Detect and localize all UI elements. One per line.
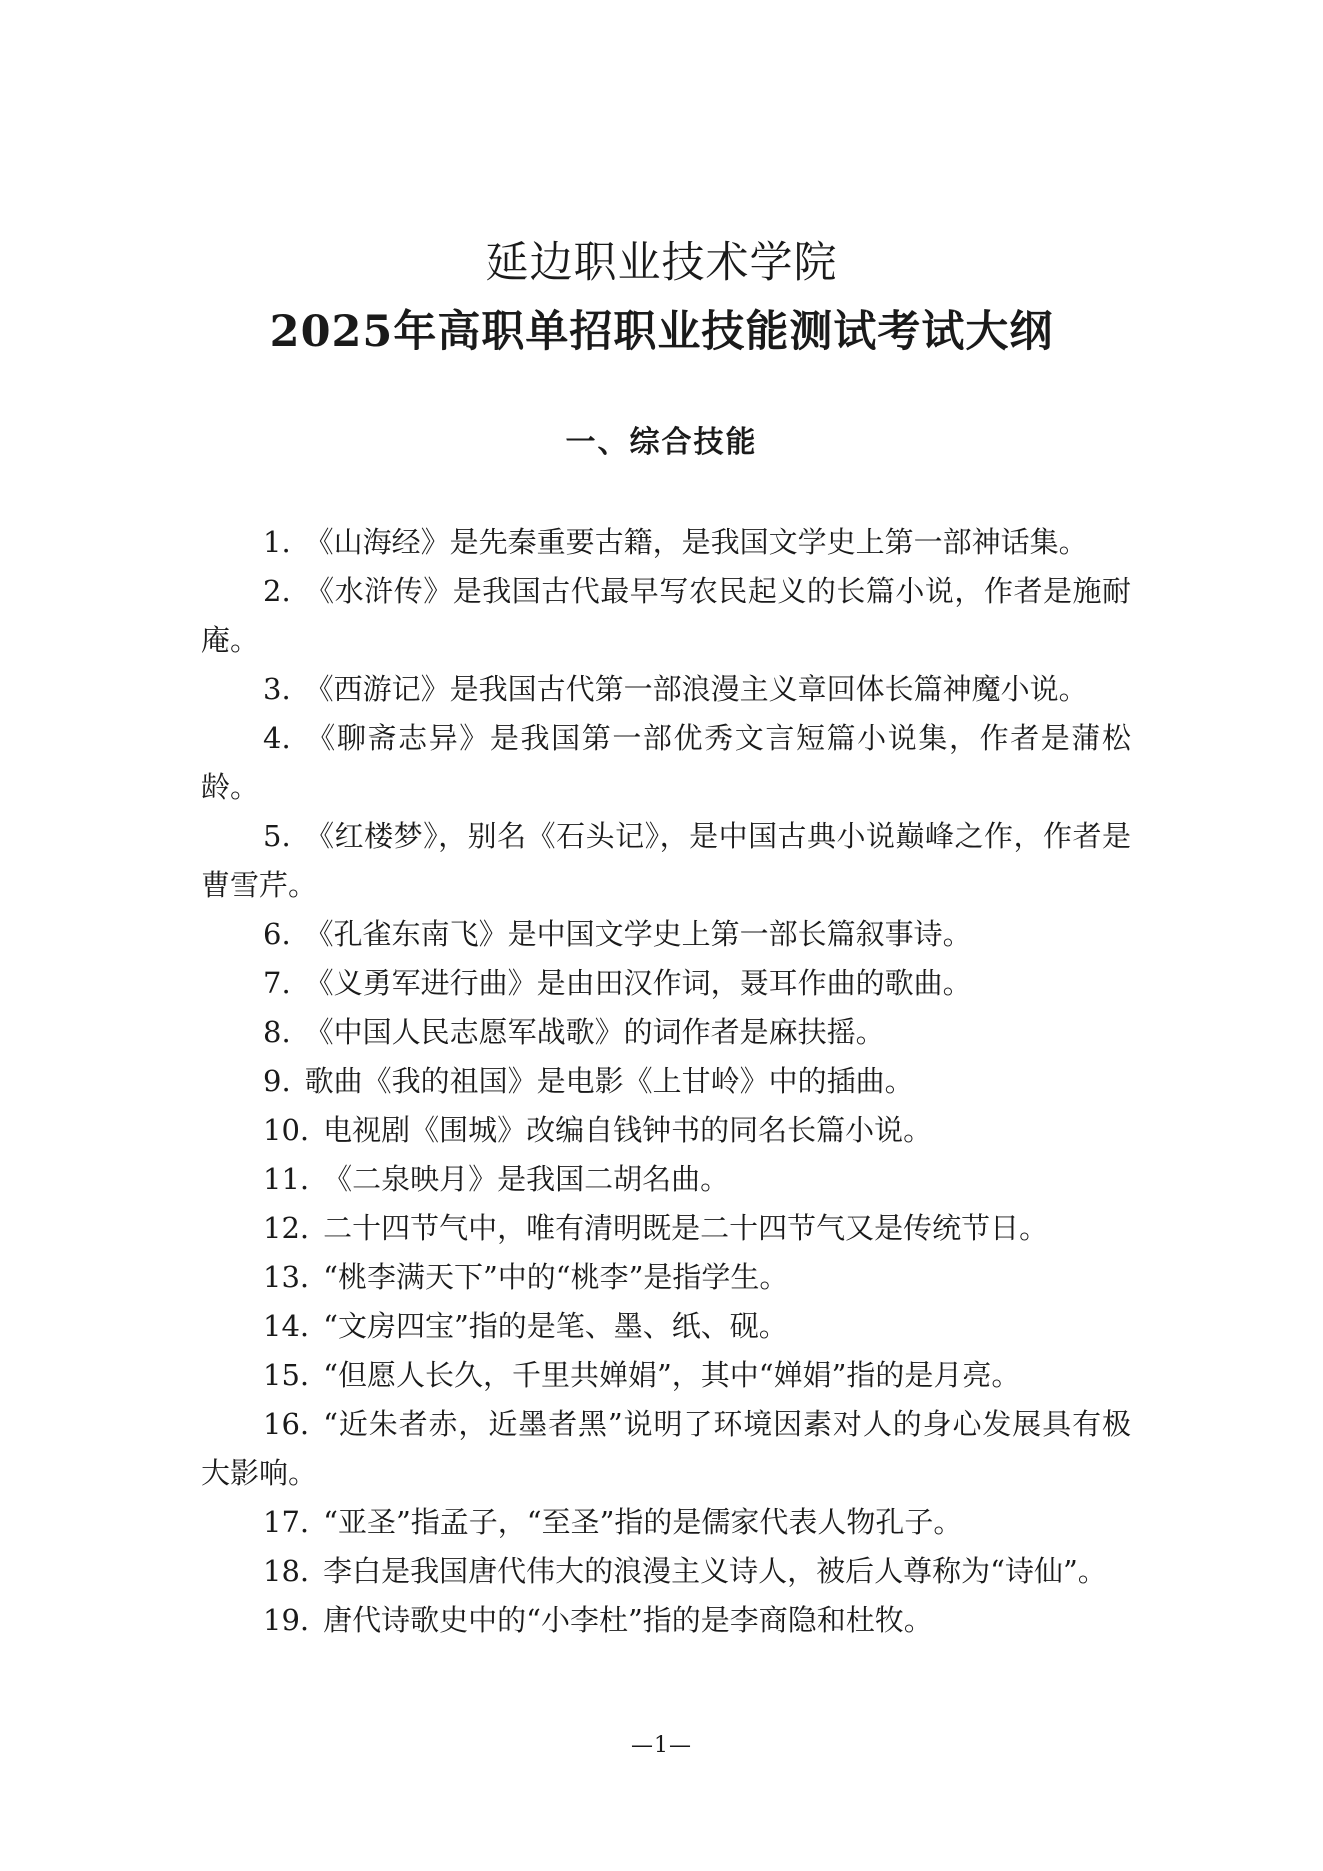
list-item <box>201 1302 1131 1351</box>
list-item <box>201 665 1131 714</box>
item-text: 李白是我国唐代伟大的浪漫主义诗人，被后人尊称为“诗仙”。 <box>323 1554 1107 1588</box>
item-number: 9. <box>263 1064 291 1098</box>
item-text: 《义勇军进行曲》是由田汉作词，聂耳作曲的歌曲。 <box>304 966 972 1000</box>
item-number: 12. <box>263 1211 310 1245</box>
list-item <box>201 812 1131 910</box>
item-text: 《中国人民志愿军战歌》的词作者是麻扶摇。 <box>304 1015 885 1049</box>
item-number: 8. <box>263 1015 291 1049</box>
list-item <box>201 1057 1131 1106</box>
list-item <box>201 1008 1131 1057</box>
item-text: 电视剧《围城》改编自钱钟书的同名长篇小说。 <box>323 1113 933 1147</box>
item-text: 《二泉映月》是我国二胡名曲。 <box>323 1162 730 1196</box>
list-item <box>201 1400 1131 1498</box>
item-text: 唐代诗歌史中的“小李杜”指的是李商隐和杜牧。 <box>323 1603 933 1637</box>
item-number: 2. <box>263 574 291 608</box>
item-text: 《水浒传》是我国古代最早写农民起义的长篇小说，作者是施耐庵。 <box>201 574 1131 657</box>
item-number: 19. <box>263 1603 310 1637</box>
item-text: “近朱者赤，近墨者黑”说明了环境因素对人的身心发展具有极大影响。 <box>201 1407 1131 1490</box>
item-text: 《山海经》是先秦重要古籍，是我国文学史上第一部神话集。 <box>304 525 1088 559</box>
item-number: 17. <box>263 1505 310 1539</box>
item-number: 7. <box>263 966 291 1000</box>
list-item <box>201 1547 1131 1596</box>
item-text: 《西游记》是我国古代第一部浪漫主义章回体长篇神魔小说。 <box>304 672 1088 706</box>
item-text: “亚圣”指孟子，“至圣”指的是儒家代表人物孔子。 <box>323 1505 963 1539</box>
list-item <box>201 1498 1131 1547</box>
item-text: 《孔雀东南飞》是中国文学史上第一部长篇叙事诗。 <box>304 917 972 951</box>
list-item <box>201 714 1131 812</box>
list-item <box>201 518 1131 567</box>
document-title-line1: 延边职业技术学院 <box>485 238 838 288</box>
item-number: 13. <box>263 1260 310 1294</box>
item-list <box>201 518 1131 1645</box>
list-item <box>201 1351 1131 1400</box>
item-number: 14. <box>263 1309 310 1343</box>
list-item <box>201 959 1131 1008</box>
item-number: 15. <box>263 1358 310 1392</box>
item-number: 5. <box>263 819 291 853</box>
item-text: “但愿人长久，千里共婵娟”，其中“婵娟”指的是月亮。 <box>323 1358 1021 1392</box>
item-number: 18. <box>263 1554 310 1588</box>
item-number: 10. <box>263 1113 310 1147</box>
list-item <box>201 1596 1131 1645</box>
document-title-line2: 2025年高职单招职业技能测试考试大纲 <box>269 307 1054 357</box>
item-number: 16. <box>263 1407 310 1441</box>
page-number: —1— <box>631 1733 692 1758</box>
list-item <box>201 1204 1131 1253</box>
section-heading: 一、综合技能 <box>565 425 758 460</box>
item-text: 《红楼梦》，别名《石头记》，是中国古典小说巅峰之作，作者是曹雪芹。 <box>201 819 1131 902</box>
item-text: 《聊斋志异》是我国第一部优秀文言短篇小说集，作者是蒲松龄。 <box>201 721 1131 804</box>
list-item <box>201 1253 1131 1302</box>
item-number: 6. <box>263 917 291 951</box>
list-item <box>201 1106 1131 1155</box>
item-text: 二十四节气中，唯有清明既是二十四节气又是传统节日。 <box>323 1211 1049 1245</box>
item-number: 3. <box>263 672 291 706</box>
item-text: 歌曲《我的祖国》是电影《上甘岭》中的插曲。 <box>304 1064 914 1098</box>
item-number: 11. <box>263 1162 310 1196</box>
item-number: 4. <box>263 721 291 755</box>
item-text: “文房四宝”指的是笔、墨、纸、砚。 <box>323 1309 788 1343</box>
item-number: 1. <box>263 525 291 559</box>
list-item <box>201 567 1131 665</box>
list-item <box>201 1155 1131 1204</box>
list-item <box>201 910 1131 959</box>
item-text: “桃李满天下”中的“桃李”是指学生。 <box>323 1260 789 1294</box>
